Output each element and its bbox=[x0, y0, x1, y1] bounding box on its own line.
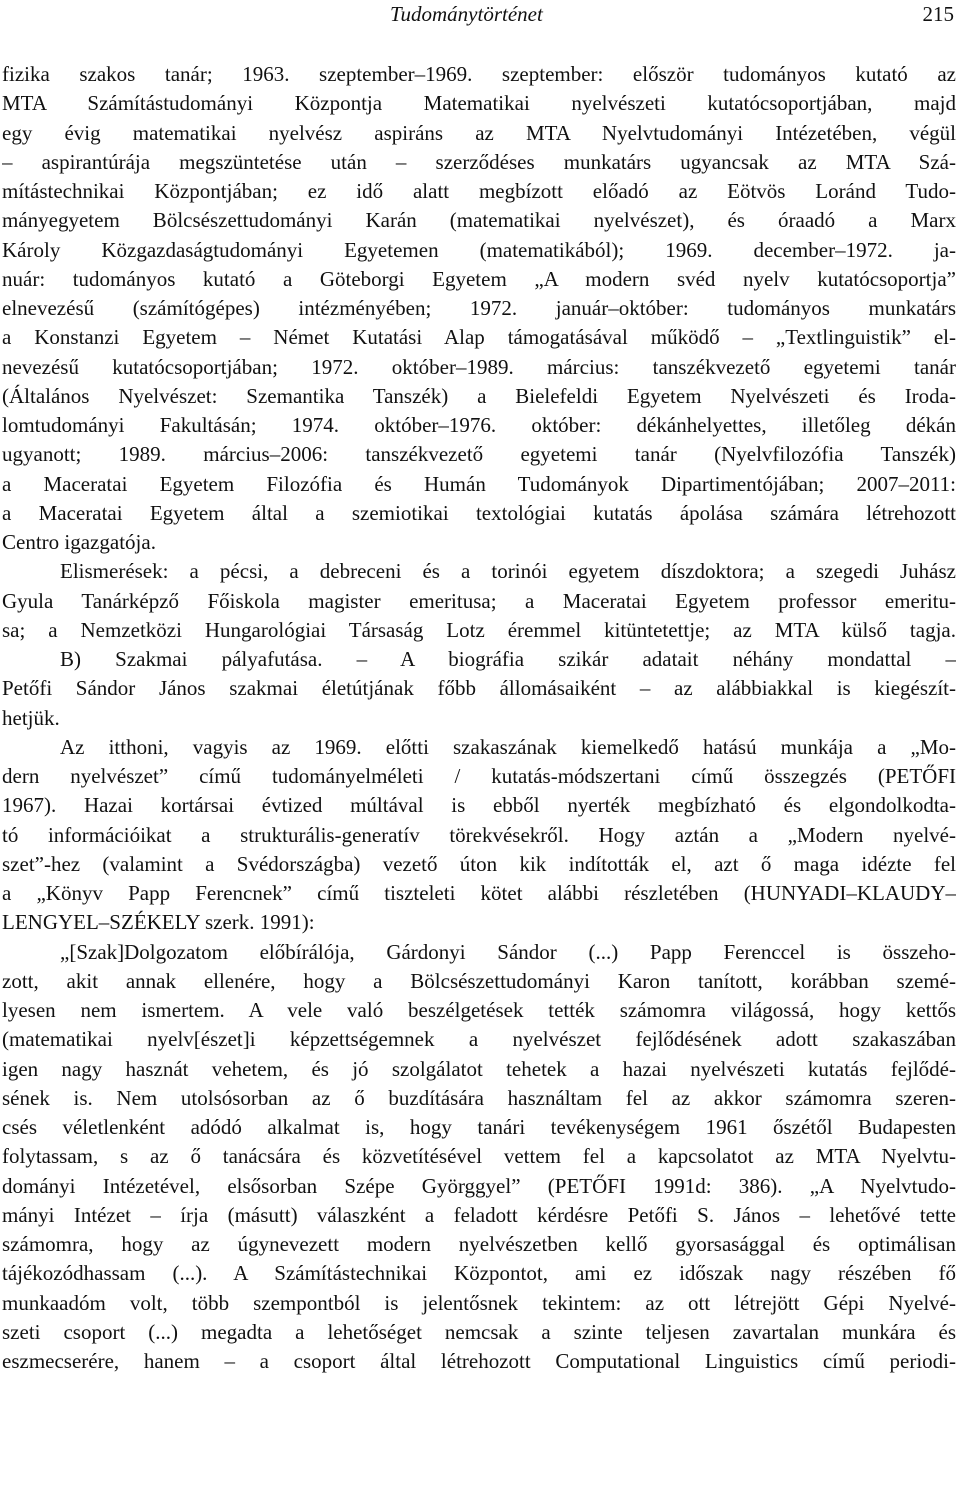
text-line: sének is. Nem utolsósorban az ő buzdítására használtam fel az akkor számomra szeren- bbox=[2, 1085, 956, 1110]
text-line: mányi Intézet – írja (másutt) válaszként a feladott kérdésre Petőfi S. János – lehetővé tette bbox=[2, 1202, 956, 1227]
text-line: Centro igazgatója. bbox=[2, 530, 156, 554]
running-header bbox=[0, 2, 960, 32]
text-line: dományi Intézetével, elsősorban Szépe Györggyel” (PETŐFI 1991d: 386). „A Nyelvtudo- bbox=[2, 1173, 956, 1198]
text-line: fizika szakos tanár; 1963. szeptember–1969. szeptember: először tudományos kutató az bbox=[2, 62, 956, 86]
text-line: a Konstanzi Egyetem – Német Kutatási Alap támogatásával működő – „Textlinguistik” el- bbox=[2, 325, 956, 350]
text-line: eszmecserére, hanem – a csoport által létrehozott Computational Linguistics című periodi- bbox=[2, 1349, 956, 1373]
text-line: a „Könyv Papp Ferencnek” című tiszteleti kötet alábbi részletében (HUNYADI–KLAUDY– bbox=[2, 881, 956, 905]
text-line: Elismerések: a pécsi, a debreceni és a torinói egyetem díszdoktora; a szegedi Juhász bbox=[60, 559, 956, 584]
text-line: szet”-hez (valamint a Svédországba) vezető úton kik indították el, azt ő maga idézte fel bbox=[2, 851, 956, 876]
text-line: igen nagy hasznát vehetem, és jó szolgálatot tehetek a hazai nyelvészeti kutatás fejlődé- bbox=[2, 1056, 956, 1081]
text-line: dern nyelvészet” című tudományelméleti / kutatás-módszertani című összegzés (PETŐFI bbox=[2, 764, 956, 788]
text-line: számomra, hogy az úgynevezett modern nyelvészetben kellő gyorsasággal és optimálisan bbox=[2, 1232, 956, 1256]
text-line: a Maceratai Egyetem Filozófia és Humán Tudományok Dipartimentójában; 2007–2011: bbox=[2, 471, 956, 496]
text-line: csés véletlenként adódó alkalmat is, hogy tanári tevékenységem 1961 őszétől Budapesten bbox=[2, 1115, 956, 1139]
text-line: – aspirantúrája megszüntetése után – szerződéses munkatárs ugyancsak az MTA Szá- bbox=[2, 149, 956, 174]
text-line: sa; a Nemzetközi Hungarológiai Társaság Lotz éremmel kitüntetettje; az MTA külső tagja. bbox=[2, 617, 956, 642]
text-line: (matematikai nyelv[észet]i képzettségemnek a nyelvészet fejlődésének adott szakaszában bbox=[2, 1027, 956, 1052]
page-number: 215 bbox=[922, 2, 954, 26]
text-line: szeti csoport (...) megadta a lehetőséget nemcsak a szinte teljesen zavartalan munkára és bbox=[2, 1319, 956, 1344]
text-line: ugyanott; 1989. március–2006: tanszékvezető egyetemi tanár (Nyelvfilozófia Tanszék) bbox=[2, 442, 956, 467]
text-line: mítástechnikai Központjában; ez idő alatt megbízott előadó az Eötvös Loránd Tudo- bbox=[2, 179, 956, 203]
text-line: Az itthoni, vagyis az 1969. előtti szakaszának kiemelkedő hatású munkája a „Mo- bbox=[60, 734, 956, 759]
text-line: nevezésű kutatócsoportjában; 1972. október–1989. március: tanszékvezető egyetemi tanár bbox=[2, 354, 956, 379]
text-line: lomtudományi Fakultásán; 1974. október–1976. október: dékánhelyettes, illetőleg dékán bbox=[2, 413, 956, 437]
text-line: zott, akit annak ellenére, hogy a Bölcsészettudományi Karon tanított, korábban szemé- bbox=[2, 968, 956, 993]
text-line: elnevezésű (számítógépes) intézményében; 1972. január–október: tudományos munkatárs bbox=[2, 296, 956, 320]
text-line: MTA Számítástudományi Központja Matematikai nyelvészeti kutatócsoportjában, majd bbox=[2, 91, 956, 116]
text-line: nuár: tudományos kutató a Göteborgi Egyetem „A modern svéd nyelv kutatócsoportja” bbox=[2, 266, 956, 291]
running-title: Tudománytörténet bbox=[390, 2, 543, 26]
text-line: Petőfi Sándor János szakmai életútjának főbb állomásaiként – az alábbiakkal is kiegészít- bbox=[2, 676, 956, 701]
body-text bbox=[2, 60, 956, 1376]
text-line: tó információikat a strukturális-generatív törekvésekről. Hogy aztán a „Modern nyelvé- bbox=[2, 822, 956, 847]
text-line: „[Szak]Dolgozatom előbírálója, Gárdonyi Sándor (...) Papp Ferenccel is összeho- bbox=[60, 939, 956, 964]
text-line: B) Szakmai pályafutása. – A biográfia szikár adatait néhány mondattal – bbox=[60, 647, 956, 671]
text-line: 1967). Hazai kortársai évtized múltával is ebből nyerték megbízható és elgondolkodta- bbox=[2, 793, 956, 818]
text-line: munkaadóm volt, több szempontból is jelentősnek tekintem: az ott létrejött Gépi Nyelvé- bbox=[2, 1290, 956, 1315]
text-line: a Maceratai Egyetem által a szemiotikai textológiai kutatás ápolása számára létrehozott bbox=[2, 500, 956, 525]
text-line: hetjük. bbox=[2, 705, 60, 730]
text-line: (Általános Nyelvészet: Szemantika Tanszék) a Bielefeldi Egyetem Nyelvészeti és Iroda- bbox=[2, 383, 956, 408]
text-line: tájékozódhassam (...). A Számítástechnikai Központot, ami ez időszak nagy részében fő bbox=[2, 1261, 956, 1286]
text-line: egy évig matematikai nyelvész aspiráns az MTA Nyelvtudományi Intézetében, végül bbox=[2, 120, 956, 145]
text-line: LENGYEL–SZÉKELY szerk. 1991): bbox=[2, 910, 315, 935]
text-line: Gyula Tanárképző Főiskola magister emeritusa; a Maceratai Egyetem professor emeritu- bbox=[2, 588, 956, 613]
text-line: Károly Közgazdaságtudományi Egyetemen (matematikából); 1969. december–1972. ja- bbox=[2, 237, 956, 262]
text-line: lyesen nem ismertem. A vele való beszélgetések tették számomra világossá, hogy kettős bbox=[2, 998, 956, 1022]
text-line: folytassam, s az ő tanácsára és közvetítésével vettem fel a kapcsolatot az MTA Nyelvtu- bbox=[2, 1144, 956, 1169]
text-line: mányegyetem Bölcsészettudományi Karán (matematikai nyelvészet), és óraadó a Marx bbox=[2, 208, 956, 233]
